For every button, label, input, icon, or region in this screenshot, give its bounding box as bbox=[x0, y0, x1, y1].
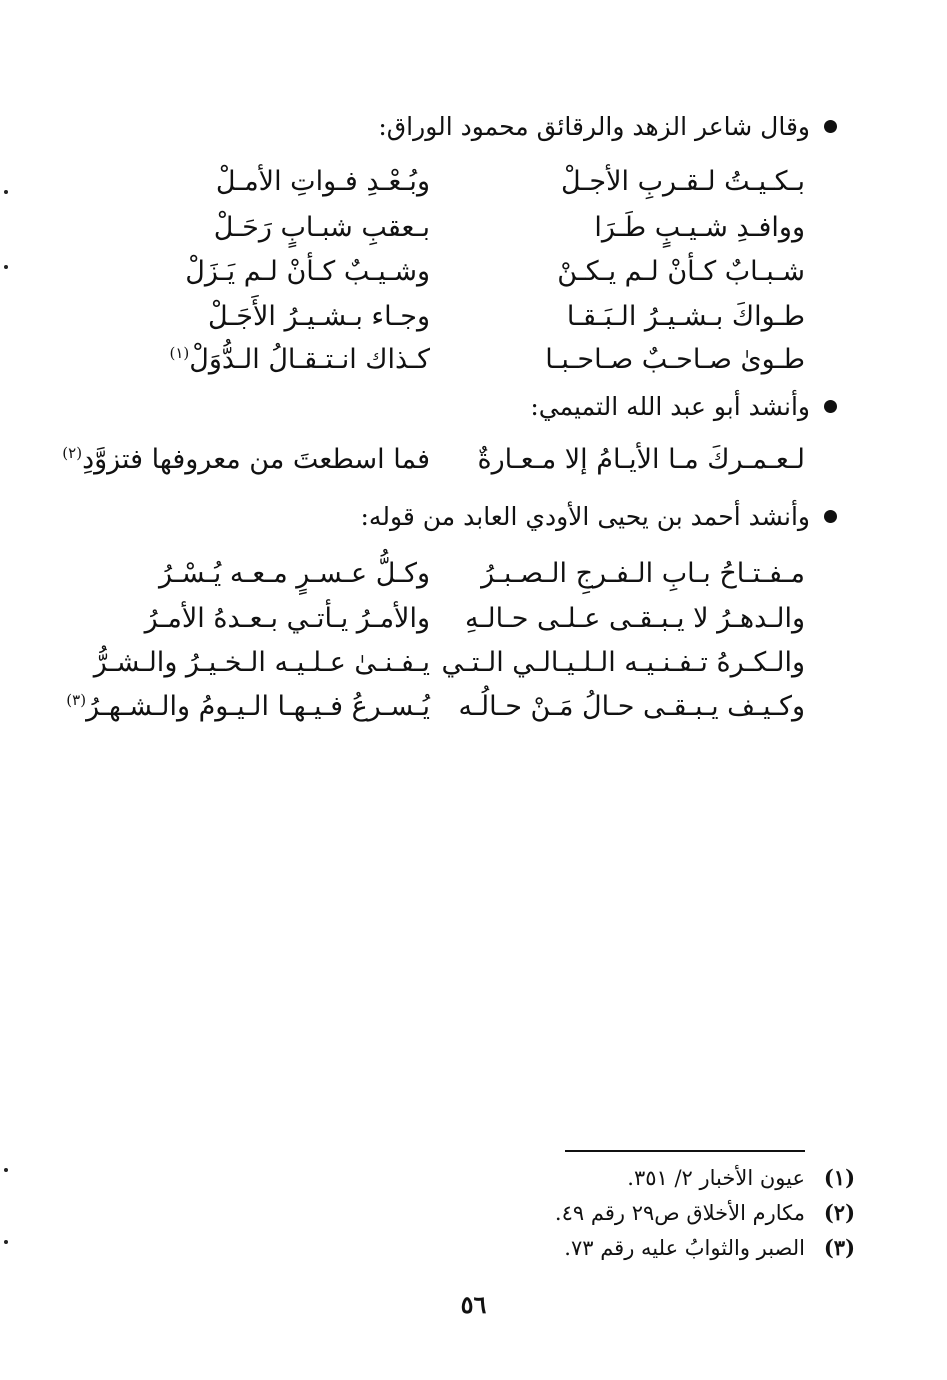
intro-text: وأنشد أبو عبد الله التميمي: bbox=[530, 392, 810, 421]
verse-second-hemistich: وبُـعْـدِ فـواتِ الأمـلْ bbox=[215, 166, 430, 197]
footnote-text: مكارم الأخلاق ص٢٩ رقم ٤٩. bbox=[554, 1201, 805, 1225]
verse-second-hemistich: فما اسطعتَ من معروفها فتزوَّدِ$^{(٢)}$ bbox=[62, 444, 430, 475]
verse-first-hemistich: والـكـرهُ تـفـنـيـه الـلـيـالـي الـتـي bbox=[441, 647, 805, 678]
verse-first-hemistich: والـدهـرُ لا يـبـقـى عـلـى حـالـهِ bbox=[465, 603, 805, 634]
footnote-item bbox=[285, 1162, 855, 1194]
bullet-icon bbox=[824, 120, 837, 133]
intro-text: وأنشد أحمد بن يحيى الأودي العابد من قوله: bbox=[360, 502, 810, 531]
verse-first-hemistich: لـعـمـركَ مـا الأيـامُ إلا مـعـارةٌ bbox=[477, 444, 805, 475]
verse-line bbox=[93, 641, 805, 685]
section-intro-3 bbox=[110, 500, 837, 534]
verse-second-hemistich: والأمـرُ يـأتـي بـعـدهُ الأمـرُ bbox=[144, 603, 430, 634]
verse-line bbox=[110, 206, 805, 250]
bullet-icon bbox=[824, 510, 837, 523]
verse-line bbox=[110, 160, 805, 204]
verse-second-hemistich: وكـلُّ عـسـرٍ مـعـه يُـسْـرُ bbox=[158, 558, 430, 589]
verse-second-hemistich: يـفـنـىٰ عـلـيـه الـخـيـرُ والـشـرُّ bbox=[93, 647, 430, 678]
footnote-item bbox=[285, 1232, 855, 1264]
verse-second-hemistich: وجـاء بـشـيـرُ الأَجَـلْ bbox=[207, 301, 430, 332]
verse-first-hemistich: ووافـدِ شـيـبٍ طَـرَا bbox=[594, 212, 805, 243]
verse-second-hemistich: يُـسـرعُ فـيـهـا الـيـومُ والـشـهـرُ$^{(٣)}$ bbox=[66, 691, 430, 722]
footnote-item bbox=[285, 1197, 855, 1229]
footnote-number: (٢) bbox=[823, 1200, 855, 1225]
verse-line bbox=[110, 552, 805, 596]
scan-mark bbox=[4, 265, 8, 269]
scan-mark bbox=[4, 190, 8, 194]
verse-first-hemistich: طـواكَ بـشـيـرُ الـبَـقـا bbox=[566, 301, 805, 332]
verse-first-hemistich: مـفـتـاحُ بـابِ الـفـرجِ الـصـبـرُ bbox=[481, 558, 805, 589]
bullet-icon bbox=[824, 400, 837, 413]
footnote-reference[interactable]: (٣) bbox=[66, 691, 87, 709]
footnote-text: الصبر والثوابُ عليه رقم ٧٣. bbox=[564, 1236, 805, 1260]
verse-line bbox=[110, 338, 805, 382]
page-number: ٥٦ bbox=[460, 1290, 487, 1319]
footnote-reference[interactable]: (١) bbox=[169, 344, 190, 362]
footnote-divider bbox=[565, 1150, 805, 1152]
section-intro-1 bbox=[110, 110, 837, 144]
verse-first-hemistich: شـبـابٌ كـأنْ لـم يـكـنْ bbox=[557, 256, 805, 287]
verse-second-hemistich: وشـيـبٌ كـأنْ لـم يَـزَلْ bbox=[185, 256, 430, 287]
verse-line bbox=[62, 438, 805, 482]
footnote-number: (٣) bbox=[823, 1235, 855, 1260]
verse-line bbox=[66, 685, 805, 729]
verse-first-hemistich: طـوىٰ صـاحـبٌ صـاحـبـا bbox=[545, 344, 805, 375]
scan-mark bbox=[4, 1240, 8, 1244]
verse-second-hemistich: بـعقبِ شبـابٍ رَحَـلْ bbox=[213, 212, 430, 243]
verse-line bbox=[110, 250, 805, 294]
intro-text: وقال شاعر الزهد والرقائق محمود الوراق: bbox=[378, 112, 810, 141]
verse-first-hemistich: بـكـيـتُ لـقـربِ الأجـلْ bbox=[561, 166, 805, 197]
verse-line bbox=[110, 597, 805, 641]
scan-mark bbox=[4, 1168, 8, 1172]
footnote-reference[interactable]: (٢) bbox=[62, 444, 83, 462]
footnote-text: عيون الأخبار ٢/ ٣٥١. bbox=[627, 1166, 805, 1190]
verse-first-hemistich: وكـيـف يـبـقـى حـالُ مَـنْ حـالُـه bbox=[458, 691, 805, 722]
section-intro-2 bbox=[110, 390, 837, 424]
verse-line bbox=[110, 295, 805, 339]
footnote-number: (١) bbox=[823, 1165, 855, 1190]
verse-second-hemistich: كـذاك انـتـقـالُ الـدُّوَلْ$^{(١)}$ bbox=[169, 344, 430, 375]
